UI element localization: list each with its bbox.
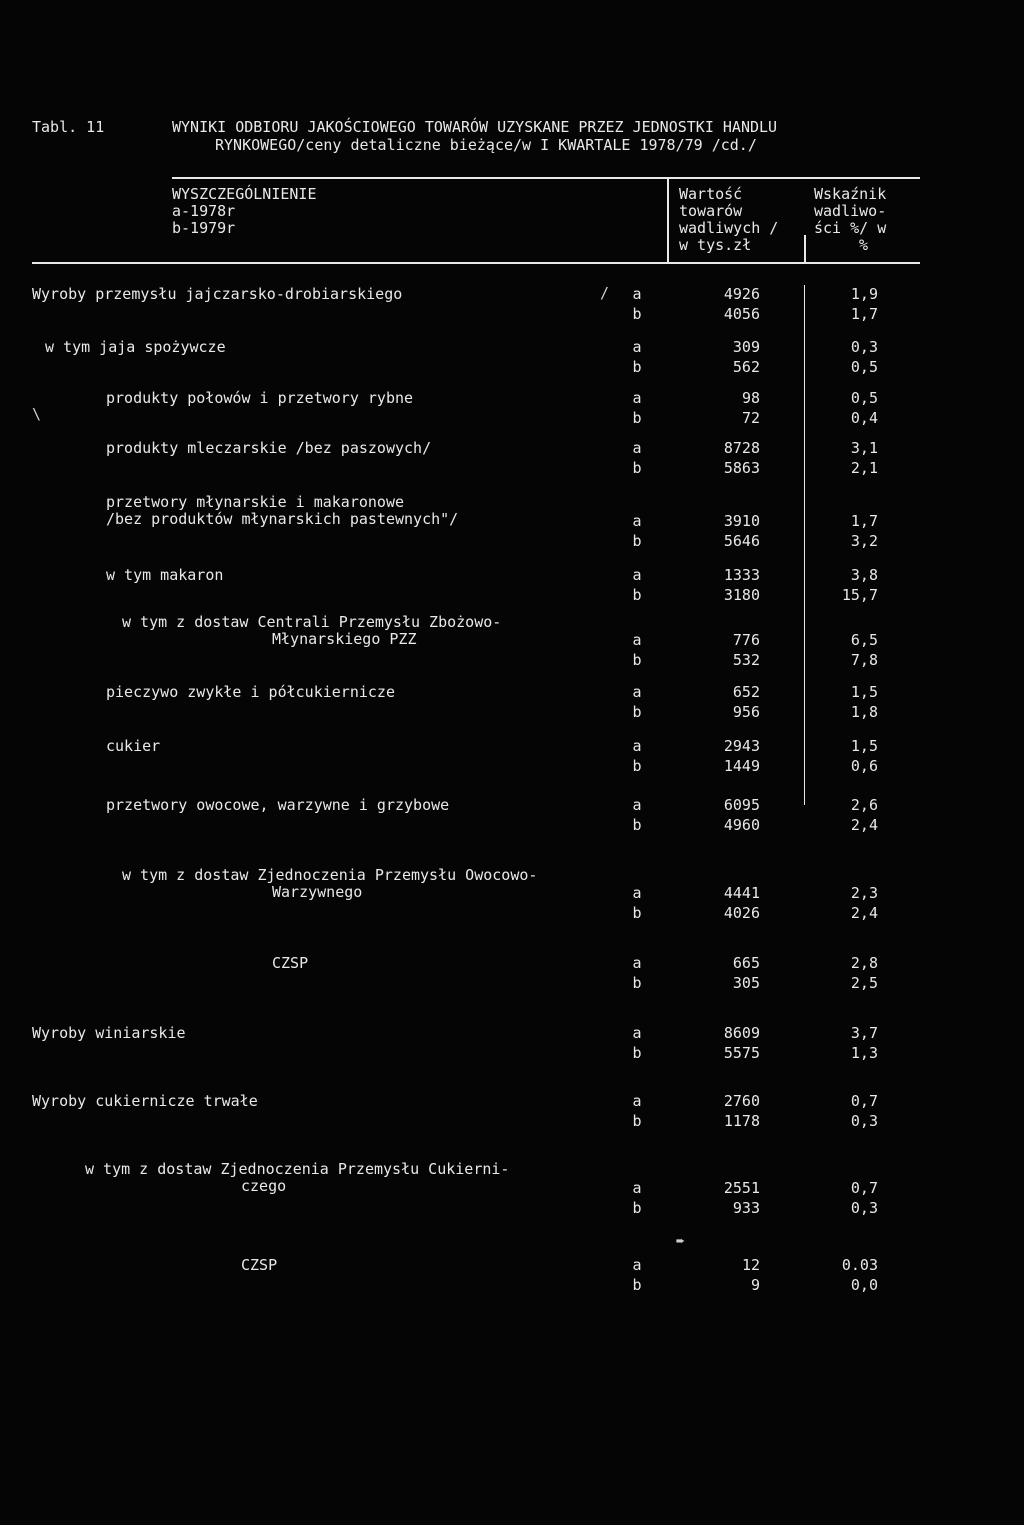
year-letter-a: a	[632, 389, 642, 407]
header-value-line-1: Wartość	[679, 185, 743, 203]
header-value-line-3: wadliwych /	[679, 219, 779, 237]
index-a-cell: 2,6	[850, 796, 878, 814]
row-label	[106, 684, 395, 701]
value-b-cell: 4960	[723, 816, 760, 834]
value-a-cell: 12	[741, 1256, 760, 1274]
year-letter-b: b	[632, 532, 642, 550]
index-b-cell: 0,4	[850, 409, 878, 427]
index-a-cell: 2,3	[850, 884, 878, 902]
value-b-cell: 5863	[723, 459, 760, 477]
year-letter-a: a	[632, 338, 642, 356]
row-label-line: CZSP	[241, 1256, 278, 1274]
value-a-cell: 652	[732, 683, 760, 701]
value-a-cell: 309	[732, 338, 760, 356]
index-b-cell: 2,5	[850, 974, 878, 992]
value-b-cell: 4056	[723, 305, 760, 323]
index-b-cell: 0,5	[850, 358, 878, 376]
header-index-line-1: Wskaźnik	[814, 185, 887, 203]
year-letter-b: b	[632, 651, 642, 669]
header-bottom-rule	[32, 262, 920, 264]
index-b-cell: 3,2	[850, 532, 878, 550]
row-label-line: cukier	[106, 737, 161, 755]
row-label-line: /bez produktów młynarskich pastewnych"/	[106, 510, 459, 528]
year-letter-a: a	[632, 1024, 642, 1042]
year-letter-b: b	[632, 703, 642, 721]
row-label-line: w tym makaron	[106, 566, 224, 584]
year-letter-b: b	[632, 757, 642, 775]
row-label-line: w tym z dostaw Zjednoczenia Przemysłu Cukierni-	[85, 1160, 510, 1178]
year-letter-b: b	[632, 816, 642, 834]
table-title-line-2: RYNKOWEGO/ceny detaliczne bieżące/w I KWARTALE 1978/79 /cd./	[215, 136, 757, 154]
row-label	[106, 494, 458, 528]
year-letter-a: a	[632, 1092, 642, 1110]
header-col-index	[814, 186, 886, 254]
value-a-cell: 3910	[723, 512, 760, 530]
value-a-cell: 665	[732, 954, 760, 972]
row-label-line: pieczywo zwykłe i półcukiernicze	[106, 683, 395, 701]
year-letter-a: a	[632, 285, 642, 303]
year-letter-b: b	[632, 305, 642, 323]
header-value-line-4: w tys.zł	[679, 236, 752, 254]
index-b-cell: 15,7	[841, 586, 878, 604]
value-a-cell: 4926	[723, 285, 760, 303]
year-letter-b: b	[632, 459, 642, 477]
index-b-cell: 7,8	[850, 651, 878, 669]
row-label-line: produkty połowów i przetwory rybne	[106, 389, 414, 407]
index-a-cell: 0,7	[850, 1179, 878, 1197]
year-letter-a: a	[632, 1256, 642, 1274]
year-letter-a: a	[632, 566, 642, 584]
body-column-divider	[804, 285, 805, 805]
header-year-a: a-1978r	[172, 202, 236, 220]
index-b-cell: 1,7	[850, 305, 878, 323]
row-label-line: Warzywnego	[272, 883, 363, 901]
row-label	[272, 955, 308, 972]
value-b-cell: 532	[732, 651, 760, 669]
value-a-cell: 6095	[723, 796, 760, 814]
value-a-cell: 4441	[723, 884, 760, 902]
row-label-line: Młynarskiego PZZ	[272, 630, 417, 648]
row-label-line: Wyroby przemysłu jajczarsko-drobiarskiego	[32, 285, 403, 303]
value-b-cell: 4026	[723, 904, 760, 922]
row-label-line: przetwory owocowe, warzywne i grzybowe	[106, 796, 450, 814]
header-index-line-2: wadliwo-	[814, 202, 887, 220]
value-a-cell: 8609	[723, 1024, 760, 1042]
year-letter-a: a	[632, 512, 642, 530]
value-b-cell: 72	[741, 409, 760, 427]
row-label-line: w tym jaja spożywcze	[45, 338, 226, 356]
value-b-cell: 305	[732, 974, 760, 992]
index-a-cell: 1,5	[850, 683, 878, 701]
year-letter-a: a	[632, 737, 642, 755]
value-a-cell: 8728	[723, 439, 760, 457]
row-label	[106, 738, 160, 755]
value-a-cell: 776	[732, 631, 760, 649]
index-a-cell: 1,5	[850, 737, 878, 755]
value-b-cell: 1178	[723, 1112, 760, 1130]
year-letter-b: b	[632, 1044, 642, 1062]
index-a-cell: 3,8	[850, 566, 878, 584]
index-b-cell: 0,3	[850, 1112, 878, 1130]
row-label	[45, 339, 226, 356]
year-letter-a: a	[632, 884, 642, 902]
row-label	[106, 390, 413, 407]
index-a-cell: 2,8	[850, 954, 878, 972]
row-label-line: CZSP	[272, 954, 309, 972]
year-letter-b: b	[632, 409, 642, 427]
index-a-cell: 1,7	[850, 512, 878, 530]
row-label-line: przetwory młynarskie i makaronowe	[106, 493, 405, 511]
value-b-cell: 956	[732, 703, 760, 721]
index-a-cell: 3,1	[850, 439, 878, 457]
row-label	[122, 867, 537, 901]
header-description-title: WYSZCZEGÓLNIENIE	[172, 185, 317, 203]
header-index-line-3: ści %/ w	[814, 219, 887, 237]
index-a-cell: 0,3	[850, 338, 878, 356]
header-top-rule	[172, 177, 920, 179]
value-b-cell: 9	[750, 1276, 760, 1294]
row-label	[32, 1093, 258, 1110]
row-label	[106, 440, 431, 457]
year-letter-b: b	[632, 586, 642, 604]
index-b-cell: 2,1	[850, 459, 878, 477]
year-letter-b: b	[632, 904, 642, 922]
value-b-cell: 933	[732, 1199, 760, 1217]
scan-mark: /	[600, 284, 610, 302]
header-value-line-2: towarów	[679, 202, 743, 220]
row-label	[122, 614, 501, 648]
value-b-cell: 3180	[723, 586, 760, 604]
year-letter-b: b	[632, 358, 642, 376]
header-index-line-4: %	[859, 236, 869, 254]
value-a-cell: 2760	[723, 1092, 760, 1110]
column-divider-1	[667, 179, 669, 262]
column-divider-2	[804, 235, 806, 262]
row-label-line: Wyroby cukiernicze trwałe	[32, 1092, 258, 1110]
index-a-cell: 3,7	[850, 1024, 878, 1042]
index-b-cell: 2,4	[850, 904, 878, 922]
year-letter-b: b	[632, 974, 642, 992]
index-b-cell: 1,3	[850, 1044, 878, 1062]
index-a-cell: 0,7	[850, 1092, 878, 1110]
table-title-line-1: WYNIKI ODBIORU JAKOŚCIOWEGO TOWARÓW UZYSKANE PRZEZ JEDNOSTKI HANDLU	[172, 118, 778, 136]
scan-mark: \	[32, 405, 42, 423]
index-a-cell: 6,5	[850, 631, 878, 649]
year-letter-a: a	[632, 796, 642, 814]
row-label-line: w tym z dostaw Zjednoczenia Przemysłu Owocowo-	[122, 866, 538, 884]
row-label-line: Wyroby winiarskie	[32, 1024, 186, 1042]
year-letter-a: a	[632, 1179, 642, 1197]
row-label	[85, 1161, 509, 1195]
index-b-cell: 2,4	[850, 816, 878, 834]
row-label-line: w tym z dostaw Centrali Przemysłu Zbożowo-	[122, 613, 502, 631]
index-b-cell: 1,8	[850, 703, 878, 721]
value-b-cell: 5575	[723, 1044, 760, 1062]
year-letter-b: b	[632, 1276, 642, 1294]
index-b-cell: 0,3	[850, 1199, 878, 1217]
value-a-cell: 2551	[723, 1179, 760, 1197]
year-letter-a: a	[632, 631, 642, 649]
year-letter-b: b	[632, 1112, 642, 1130]
row-label-line: produkty mleczarskie /bez paszowych/	[106, 439, 432, 457]
row-label	[32, 286, 402, 303]
scan-mark: ➨	[676, 1232, 686, 1250]
index-a-cell: 1,9	[850, 285, 878, 303]
value-b-cell: 5646	[723, 532, 760, 550]
year-letter-b: b	[632, 1199, 642, 1217]
header-col-value	[679, 186, 778, 254]
value-a-cell: 98	[741, 389, 760, 407]
header-year-b: b-1979r	[172, 219, 236, 237]
row-label-line: czego	[241, 1177, 287, 1195]
row-label	[106, 567, 223, 584]
row-label	[241, 1257, 277, 1274]
index-b-cell: 0,0	[850, 1276, 878, 1294]
table-number: Tabl. 11	[32, 118, 105, 136]
index-a-cell: 0.03	[841, 1256, 878, 1274]
row-label	[32, 1025, 186, 1042]
index-b-cell: 0,6	[850, 757, 878, 775]
year-letter-a: a	[632, 439, 642, 457]
header-col-description	[172, 186, 317, 237]
value-a-cell: 1333	[723, 566, 760, 584]
value-b-cell: 1449	[723, 757, 760, 775]
value-a-cell: 2943	[723, 737, 760, 755]
row-label	[106, 797, 449, 814]
value-b-cell: 562	[732, 358, 760, 376]
year-letter-a: a	[632, 683, 642, 701]
index-a-cell: 0,5	[850, 389, 878, 407]
year-letter-a: a	[632, 954, 642, 972]
